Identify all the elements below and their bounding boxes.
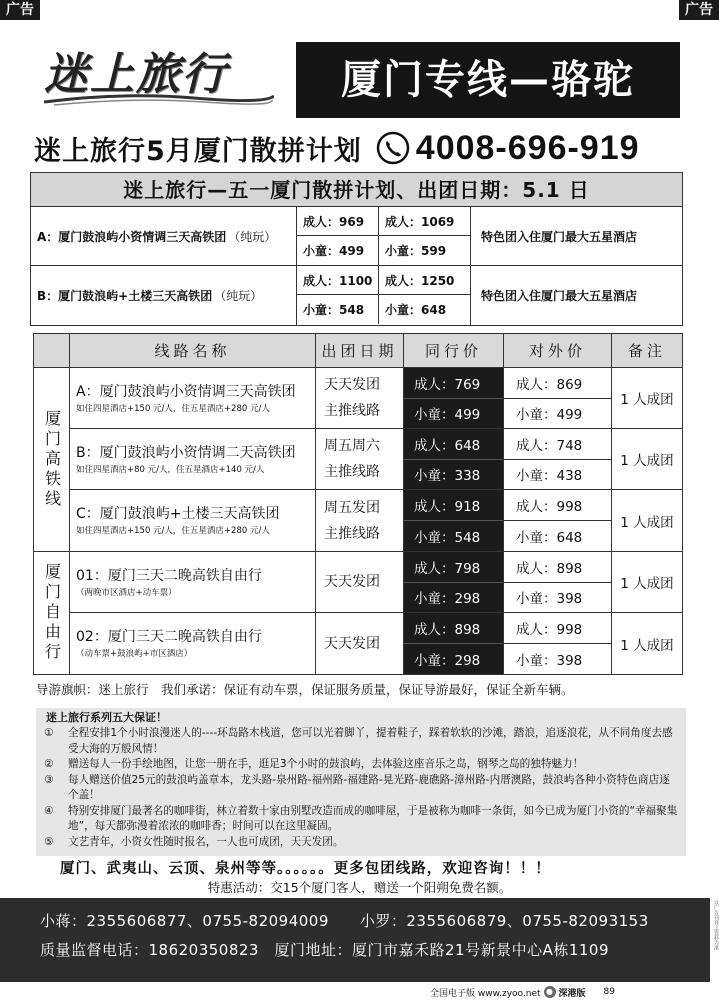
note-cell: 1 人成团	[620, 453, 674, 469]
peer-child: 小童：548	[414, 530, 481, 546]
route-group-free	[34, 552, 682, 674]
peer-adult: 成人：648	[404, 429, 503, 460]
public-price-cell	[504, 613, 612, 674]
plan-note: 特色团入住厦门最大五星酒店	[481, 289, 638, 303]
group-category: 厦门高铁线	[34, 368, 70, 551]
plan-name: B：厦门鼓浪屿+土楼三天高铁团 （纯玩）	[31, 266, 297, 325]
ad-tag-left: 广告	[0, 0, 40, 20]
route-name: B：厦门鼓浪屿小资情调二天高铁团	[76, 444, 296, 461]
page-number: 89	[603, 987, 615, 997]
destinations-line: 厦门、武夷山、云顶、泉州等等。。。。。。更多包团线路，欢迎咨询！！！	[60, 861, 551, 877]
list-item: ⑤ 文艺青年，小资女性随时报名，一人也可成团，天天发团。	[44, 835, 344, 848]
header-public-price: 对外价	[504, 334, 612, 367]
date-cell: 天天发团 主推线路	[316, 368, 404, 428]
table-row	[70, 552, 682, 613]
public-price-cell	[504, 552, 612, 612]
may-day-plan-row	[31, 266, 682, 325]
route-cell	[70, 613, 316, 674]
service-promise: 导游旗帜：迷上旅行 我们承诺：保证有动车票，保证服务质量，保证导游最好，保证全新车辆。	[36, 682, 574, 697]
plan-prices	[297, 266, 471, 325]
page-footer	[430, 984, 719, 1000]
may-day-plan-header: 迷上旅行—五一厦门散拼计划、出团日期：5.1 日	[31, 173, 682, 207]
public-adult: 成人：869	[504, 368, 611, 399]
list-item: ② 赠送每人一份手绘地图，让您一册在手，逛足3个小时的鼓浪屿，去体验这座音乐之岛，钢琴之岛的独特魅力！	[44, 758, 584, 770]
note-cell: 1 人成团	[620, 514, 674, 531]
may-day-plan-row	[31, 207, 682, 266]
note-cell: 1 人成团	[620, 392, 674, 408]
note-cell: 1 人成团	[620, 637, 674, 654]
public-price-cell	[504, 368, 612, 428]
route-cell	[70, 429, 316, 489]
route-price-table	[33, 333, 683, 675]
footer-site: 全国电子版 www.zyoo.net	[430, 988, 541, 999]
route-name: 02：厦门三天二晚高铁自由行	[76, 629, 262, 645]
public-price-cell	[504, 429, 612, 489]
peer-adult: 成人：798	[404, 552, 503, 583]
route-sub: （两晚市区酒店+动车票）	[76, 587, 177, 598]
date-cell: 周五发团 主推线路	[316, 490, 404, 551]
headline-title: 迷上旅行5月厦门散拼计划	[34, 135, 362, 167]
route-sub: （动车票+鼓浪屿+市区酒店）	[76, 649, 193, 659]
public-adult: 成人：998	[504, 490, 611, 521]
table-row	[70, 429, 682, 490]
public-price-cell	[504, 490, 612, 551]
list-item: ① 全程安排1个小时浪漫迷人的----环岛路木栈道，您可以光着脚丫，提着鞋子，踩着软软的沙滩，踏浪，追逐浪花，从不同角度去感受大海的万般风情！	[44, 727, 673, 755]
peer-adult: 成人：918	[404, 490, 503, 521]
banner-title: 厦门专线—骆驼	[296, 42, 680, 118]
header-route: 线路名称	[70, 334, 316, 367]
plan-prices	[297, 207, 471, 265]
peer-price-cell	[404, 552, 504, 612]
special-offer: 特惠活动：交15个厦门客人，赠送一个阳朔免费名额。	[207, 880, 512, 895]
public-adult: 成人：748	[504, 429, 611, 460]
ad-tag-right: 广告	[679, 0, 719, 20]
route-name: 01：厦门三天二晚高铁自由行	[76, 567, 262, 584]
public-adult: 成人：998	[504, 613, 611, 644]
headline-phone: 4008-696-919	[415, 128, 640, 167]
peer-adult: 成人：769	[404, 368, 503, 399]
peer-price-cell	[404, 490, 504, 551]
guarantee-title: 迷上旅行系列五大保证！	[46, 711, 167, 724]
contact-phones: 小蒋：2355606877、0755-82094009 小罗：2355606879、0755-82093153	[40, 912, 649, 930]
date-cell: 周五周六 主推线路	[316, 429, 404, 489]
footer-edition: 深港版	[558, 988, 586, 999]
route-group-rail	[34, 368, 682, 552]
public-child: 小童：499	[516, 407, 583, 424]
plan-name: A：厦门鼓浪屿小资情调三天高铁团 （纯玩）	[31, 207, 297, 265]
route-sub: 如住四星酒店+80 元/人，住五星酒店+140 元/人	[76, 464, 265, 475]
table-row	[70, 613, 682, 674]
peer-price-cell	[404, 429, 504, 489]
note-cell: 1 人成团	[620, 576, 674, 592]
public-child: 小童：438	[516, 468, 583, 485]
price-adult: 成人：969	[297, 207, 379, 236]
price-adult: 成人：1100	[297, 266, 379, 295]
price-child: 小童：599	[385, 244, 447, 258]
contact-bar	[0, 898, 710, 982]
brand-logo	[44, 38, 276, 108]
route-sub: 如住四星酒店+150 元/人，住五星酒店+280 元/人	[76, 526, 270, 536]
route-cell	[70, 490, 316, 551]
price-child: 小童：499	[297, 236, 379, 265]
headline	[34, 128, 684, 168]
price-adult: 成人：1069	[379, 207, 471, 236]
route-name: A：厦门鼓浪屿小资情调三天高铁团	[76, 383, 296, 400]
logo-text: 迷上旅行	[44, 49, 228, 100]
public-child: 小童：648	[516, 530, 583, 546]
table-row	[70, 368, 682, 429]
table-header	[34, 334, 682, 368]
price-child: 小童：648	[385, 303, 447, 317]
peer-adult: 成人：898	[404, 613, 503, 644]
phone-icon	[376, 131, 410, 165]
peer-child: 小童：338	[414, 468, 481, 485]
group-category: 厦门自由行	[34, 552, 70, 674]
public-child: 小童：398	[516, 591, 583, 608]
plan-note: 特色团入住厦门最大五星酒店	[481, 229, 638, 244]
public-adult: 成人：898	[504, 552, 611, 583]
date-cell: 天天发团	[316, 552, 404, 612]
peer-child: 小童：298	[414, 591, 481, 608]
edition-badge-icon: ●	[544, 986, 556, 998]
route-name: C：厦门鼓浪屿+土楼三天高铁团	[76, 506, 280, 522]
route-sub: 如住四星酒店+150 元/人，住五星酒店+280 元/人	[76, 403, 270, 414]
list-item: ③ 每人赠送价值25元的鼓浪屿盖章本，龙头路-泉州路-福州路-福建路-晃光路-鹿礁路-漳州路-内厝澳路，鼓浪屿各种小资特色商店逐个盖！	[44, 773, 670, 801]
header-date: 出团日期	[316, 334, 404, 367]
route-cell	[70, 368, 316, 428]
guarantee-box	[36, 708, 686, 856]
header-category	[34, 334, 70, 367]
table-row	[70, 490, 682, 551]
side-disclaimer: 以广告刊登之资料为准	[713, 900, 719, 950]
peer-child: 小童：298	[414, 653, 481, 669]
peer-child: 小童：499	[414, 407, 481, 424]
list-item: ④ 特别安排厦门最著名的咖啡街，林立着数十家由别墅改造而成的咖啡屋，于是被称为咖啡一条街，如今已成为厦门小资的“幸福聚集地”，每天都弥漫着浓浓的咖啡香；时间可以在这里凝固。	[44, 804, 678, 832]
route-cell	[70, 552, 316, 612]
header-note: 备注	[627, 342, 666, 360]
peer-price-cell	[404, 368, 504, 428]
logo-swoosh-icon	[44, 92, 274, 106]
public-child: 小童：398	[516, 653, 583, 669]
price-adult: 成人：1250	[379, 266, 471, 295]
price-child: 小童：548	[297, 295, 379, 324]
peer-price-cell	[404, 613, 504, 674]
header-peer-price: 同行价	[404, 334, 504, 367]
contact-address: 质量监督电话：18620350823 厦门地址：厦门市嘉禾路21号新景中心A栋1109	[40, 941, 610, 959]
date-cell: 天天发团	[316, 613, 404, 674]
may-day-plan-table	[30, 172, 683, 326]
